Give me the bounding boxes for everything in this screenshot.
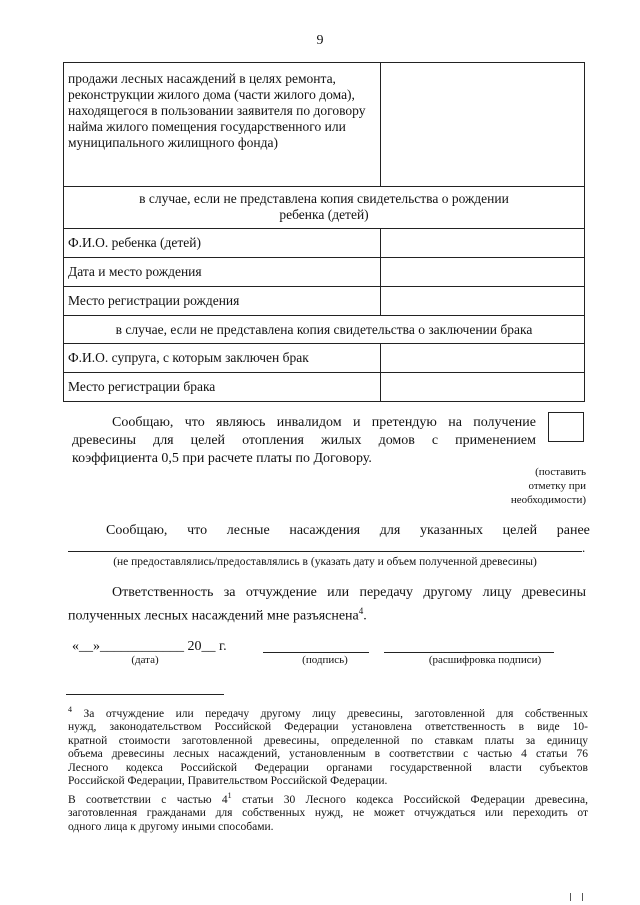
previous-caption: (не предоставлялись/предоставлялись в (указать дату и объем полученной древесины) (113, 556, 537, 568)
footnote-block (68, 703, 588, 834)
footnote-line (68, 789, 588, 807)
responsibility-line-1: Ответственность за отчуждение или передачу другому лицу древесины (112, 585, 586, 600)
scan-mark (570, 893, 571, 901)
responsibility-line-2: полученных лесных насаждений мне разъяснена$^4$. (68, 606, 367, 624)
sale-purpose-value[interactable] (380, 63, 584, 187)
previous-word: для (379, 523, 401, 538)
marriage-section-header: в случае, если не представлена копия свидетельства о заключении брака (64, 316, 585, 344)
footnote-line: заготовленная гражданами для собственных нужд, не может отчуждаться или переходить от (68, 807, 588, 820)
marriage-registration-label: Место регистрации брака (64, 373, 381, 402)
footnote-separator (66, 694, 224, 695)
line-end-dot: . (582, 540, 586, 555)
date-caption: (дата) (131, 654, 159, 666)
disability-checkbox[interactable] (548, 412, 584, 442)
birth-date-place-field[interactable] (380, 258, 584, 287)
footnote-number: 4 (68, 705, 72, 714)
birth-registration-label: Место регистрации рождения (64, 287, 381, 316)
previous-word: что (187, 523, 208, 538)
footnote-line: кратной стоимости заготовленной древесины, определенной по ставкам платы за единицу (68, 734, 588, 747)
previous-word: Сообщаю, (106, 523, 168, 538)
birth-date-place-label: Дата и место рождения (64, 258, 381, 287)
child-name-label: Ф.И.О. ребенка (детей) (64, 229, 381, 258)
child-section-header: в случае, если не представлена копия свидетельства о рождении ребенка (детей) (64, 187, 585, 229)
mark-note-3: необходимости) (510, 494, 586, 506)
spouse-name-field[interactable] (380, 344, 584, 373)
disability-line-3: коэффициента 0,5 при расчете платы по Договору. (72, 451, 372, 466)
marriage-registration-field[interactable] (380, 373, 584, 402)
decoding-caption: (расшифровка подписи) (428, 654, 542, 666)
signature-line[interactable] (263, 652, 369, 653)
child-name-field[interactable] (380, 229, 584, 258)
footnote-line: объема древесины лесных насаждений, установленным в соответствии с частью 4 статьи 76 (68, 748, 588, 761)
decoding-line[interactable] (384, 652, 554, 653)
previous-word: насаждения (289, 523, 361, 538)
previous-details-line[interactable] (68, 551, 582, 552)
spouse-name-label: Ф.И.О. супруга, с которым заключен брак (64, 344, 381, 373)
footnote-line: Лесного кодекса Российской Федерации органами государственной власти субъектов (68, 761, 588, 774)
responsibility-text: полученных лесных насаждений мне разъяснена (68, 608, 359, 624)
footnote-line: Российской Федерации, Правительством Российской Федерации. (68, 775, 388, 788)
previous-word: лесные (226, 523, 270, 538)
mark-note-2: отметку при (528, 480, 586, 492)
previous-word: целей (502, 523, 538, 538)
footnote-line: одного лица к другому иными способами. (68, 820, 274, 833)
signature-caption: (подпись) (302, 654, 348, 666)
previous-word: указанных (420, 523, 483, 538)
footnote-ref: 4 (358, 606, 364, 616)
disability-line-1: Сообщаю, что являюсь инвалидом и претендую на получение (112, 415, 536, 430)
birth-registration-field[interactable] (380, 287, 584, 316)
sale-purpose-cell: продажи лесных насаждений в целях ремонта, реконструкции жилого дома (части жилого дома), находящегося в пользовании заявителя по договору найма жилого помещения государственного или муниципального жилищного фонда) (64, 63, 381, 187)
footnote-line: нужд, законодательством Российской Федерации установлена ответственность в виде 10- (68, 721, 588, 734)
date-blank[interactable]: «__»____________ 20__ г. (72, 639, 227, 654)
form-table (63, 62, 585, 402)
footnote-text: За отчуждение или передачу другому лицу древесины, заготовленной для собственных (83, 707, 588, 720)
previous-word: ранее (556, 523, 590, 538)
footnote-second-pre: В соответствии с частью 4 (68, 793, 228, 806)
scan-mark (582, 893, 583, 901)
footnote-second-post: статьи 30 Лесного кодекса Российской Федерации древесина, (231, 793, 588, 806)
page-number: 9 (316, 33, 324, 48)
footnote-second-sup: 1 (227, 790, 232, 800)
mark-note-1: (поставить (535, 466, 586, 478)
previous-statement-line (106, 522, 590, 540)
disability-line-2: древесины для целей отопления жилых домов с применением (72, 433, 536, 448)
footnote-line (68, 703, 588, 721)
